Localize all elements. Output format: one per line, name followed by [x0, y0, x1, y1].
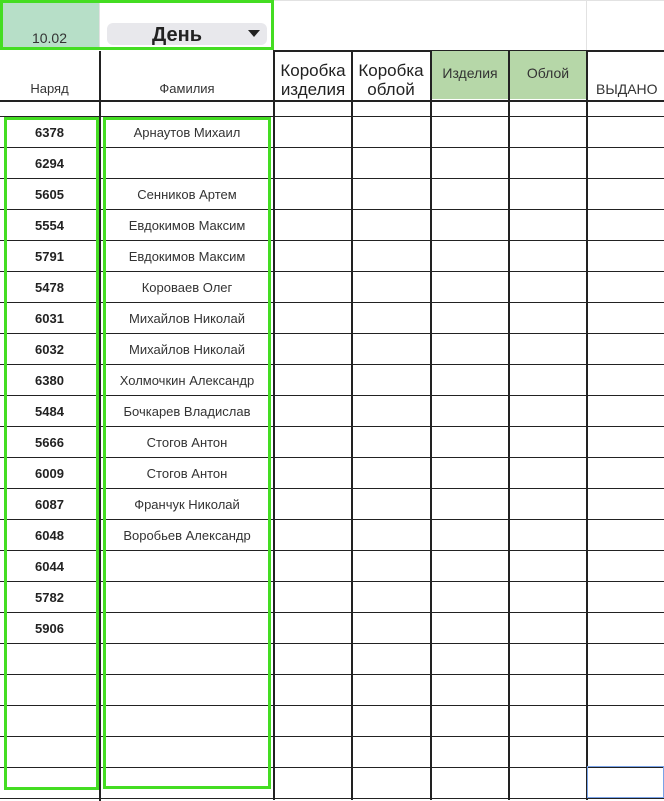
surname-cell[interactable]: Стогов Антон	[146, 466, 228, 481]
row-divider	[0, 798, 664, 799]
surname-cell[interactable]: Холмочкин Александр	[119, 373, 255, 388]
order-cell[interactable]: 6380	[35, 373, 64, 388]
order-cell[interactable]: 6294	[35, 156, 64, 171]
order-cell[interactable]: 6031	[35, 311, 64, 326]
row-divider	[0, 643, 664, 644]
row-divider	[0, 705, 664, 706]
order-cell[interactable]: 5605	[35, 187, 64, 202]
header-box-products-line1: Коробка	[280, 61, 346, 80]
order-cell[interactable]: 6009	[35, 466, 64, 481]
surname-cell[interactable]: Бочкарев Владислав	[123, 404, 251, 419]
column-divider-top	[586, 0, 587, 50]
surname-cell[interactable]: Франчук Николай	[134, 497, 240, 512]
order-cell[interactable]: 5484	[35, 404, 64, 419]
header-surname: Фамилия	[159, 81, 215, 96]
order-cell[interactable]: 5906	[35, 621, 64, 636]
surname-cell[interactable]: Михайлов Николай	[129, 311, 245, 326]
row-divider	[0, 271, 664, 272]
header-products: Изделия	[442, 65, 498, 81]
row-divider	[0, 147, 664, 148]
row-divider	[0, 612, 664, 613]
highlight-order-column	[4, 117, 99, 790]
order-cell[interactable]: 6048	[35, 528, 64, 543]
row-divider	[0, 240, 664, 241]
order-cell[interactable]: 5554	[35, 218, 64, 233]
surname-cell[interactable]: Арнаутов Михаил	[133, 125, 241, 140]
order-cell[interactable]: 5782	[35, 590, 64, 605]
date-value: 10.02	[31, 30, 68, 46]
column-divider	[351, 50, 353, 800]
column-divider	[273, 50, 275, 800]
order-cell[interactable]: 6378	[35, 125, 64, 140]
row-divider	[0, 767, 664, 768]
row-divider	[0, 457, 664, 458]
order-cell[interactable]: 5478	[35, 280, 64, 295]
row-divider	[0, 426, 664, 427]
row-divider	[0, 302, 664, 303]
header-box-products	[275, 61, 351, 99]
row-divider	[0, 333, 664, 334]
highlight-surname-column	[103, 117, 271, 789]
row-divider	[0, 116, 664, 117]
header-box-scraps-line1: Коробка	[358, 61, 424, 80]
column-divider	[586, 50, 588, 800]
row-divider	[0, 519, 664, 520]
order-cell[interactable]: 6087	[35, 497, 64, 512]
order-cell[interactable]: 5666	[35, 435, 64, 450]
shift-value: День	[152, 24, 202, 46]
row-divider	[0, 736, 664, 737]
row-divider	[0, 395, 664, 396]
highlight-top-box	[0, 0, 274, 50]
row-divider	[0, 100, 664, 102]
column-divider	[508, 50, 510, 800]
surname-cell[interactable]: Сенников Артем	[137, 187, 237, 202]
row-divider	[0, 178, 664, 179]
row-divider	[0, 674, 664, 675]
surname-cell[interactable]: Короваев Олег	[141, 280, 233, 295]
row-divider	[0, 488, 664, 489]
row-divider	[0, 209, 664, 210]
row-divider	[0, 581, 664, 582]
column-divider	[430, 50, 432, 800]
surname-cell[interactable]: Стогов Антон	[146, 435, 228, 450]
selected-cell[interactable]	[587, 766, 664, 798]
order-cell[interactable]: 6032	[35, 342, 64, 357]
order-cell[interactable]: 5791	[35, 249, 64, 264]
header-box-scraps	[353, 61, 429, 99]
surname-cell[interactable]: Михайлов Николай	[129, 342, 245, 357]
header-scraps: Облой	[526, 65, 570, 81]
row-divider	[0, 550, 664, 551]
header-order: Наряд	[30, 81, 69, 96]
surname-cell[interactable]: Воробьев Александр	[123, 528, 251, 543]
order-cell[interactable]: 6044	[35, 559, 64, 574]
surname-cell[interactable]: Евдокимов Максим	[128, 218, 246, 233]
header-box-scraps-line2: облой	[367, 80, 415, 99]
header-issued: ВЫДАНО	[596, 81, 658, 97]
row-divider	[0, 364, 664, 365]
header-box-products-line2: изделия	[280, 80, 346, 99]
surname-cell[interactable]: Евдокимов Максим	[128, 249, 246, 264]
